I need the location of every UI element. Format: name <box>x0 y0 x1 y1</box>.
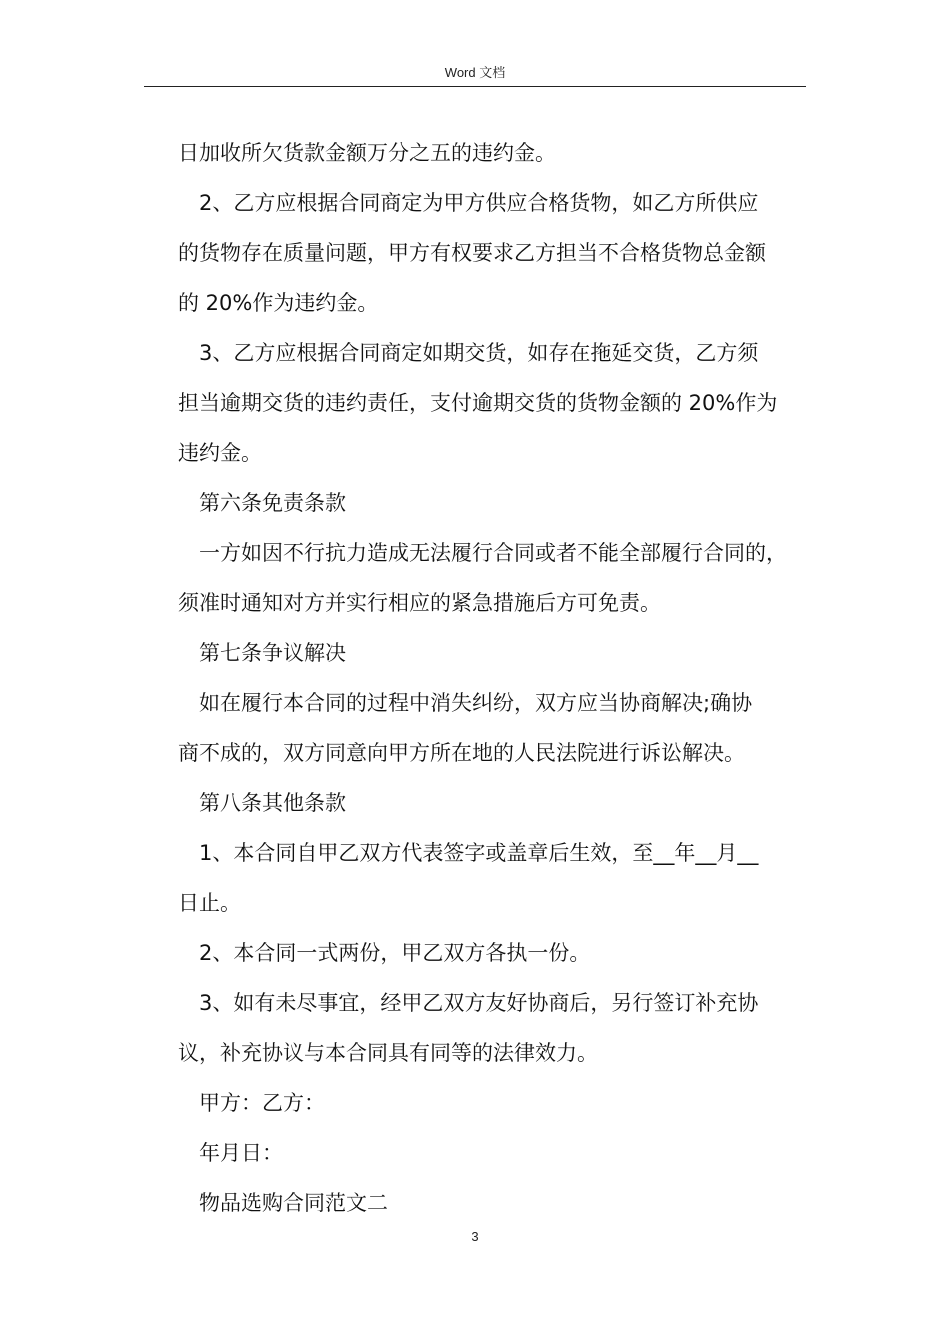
text-line: 3、如有未尽事宜，经甲乙双方友好协商后，另行签订补充协 <box>199 991 759 1015</box>
text-line: 2、本合同一式两份，甲乙双方各执一份。 <box>199 941 591 965</box>
text-line: 如在履行本合同的过程中消失纠纷，双方应当协商解决;确协 <box>199 691 753 715</box>
document-body <box>178 128 814 1228</box>
text-line: 2、乙方应根据合同商定为甲方供应合格货物，如乙方所供应 <box>199 191 759 215</box>
signature-parties: 甲方：乙方： <box>199 1091 325 1115</box>
text-line: 商不成的，双方同意向甲方所在地的人民法院进行诉讼解决。 <box>178 741 745 765</box>
page-number: 3 <box>471 1229 479 1244</box>
page-header-title: Word 文档 <box>444 65 506 80</box>
text-line: 违约金。 <box>178 441 262 465</box>
section-heading: 第七条争议解决 <box>199 641 346 665</box>
section-heading: 第八条其他条款 <box>199 791 346 815</box>
text-line: 1、本合同自甲乙双方代表签字或盖章后生效，至__年__月__ <box>199 841 759 865</box>
text-line: 日止。 <box>178 891 241 915</box>
text-line: 担当逾期交货的违约责任，支付逾期交货的货物金额的 20%作为 <box>178 391 778 415</box>
text-line: 3、乙方应根据合同商定如期交货，如存在拖延交货，乙方须 <box>199 341 759 365</box>
text-line: 须准时通知对方并实行相应的紧急措施后方可免责。 <box>178 591 661 615</box>
header-divider <box>144 86 806 87</box>
text-line: 日加收所欠货款金额万分之五的违约金。 <box>178 141 556 165</box>
text-line: 议，补充协议与本合同具有同等的法律效力。 <box>178 1041 598 1065</box>
section-title: 物品选购合同范文二 <box>199 1191 388 1215</box>
signature-date: 年月日： <box>199 1141 283 1165</box>
section-heading: 第六条免责条款 <box>199 491 346 515</box>
text-line: 一方如因不行抗力造成无法履行合同或者不能全部履行合同的， <box>199 541 787 565</box>
text-line: 的 20%作为违约金。 <box>178 291 379 315</box>
text-line: 的货物存在质量问题，甲方有权要求乙方担当不合格货物总金额 <box>178 241 766 265</box>
